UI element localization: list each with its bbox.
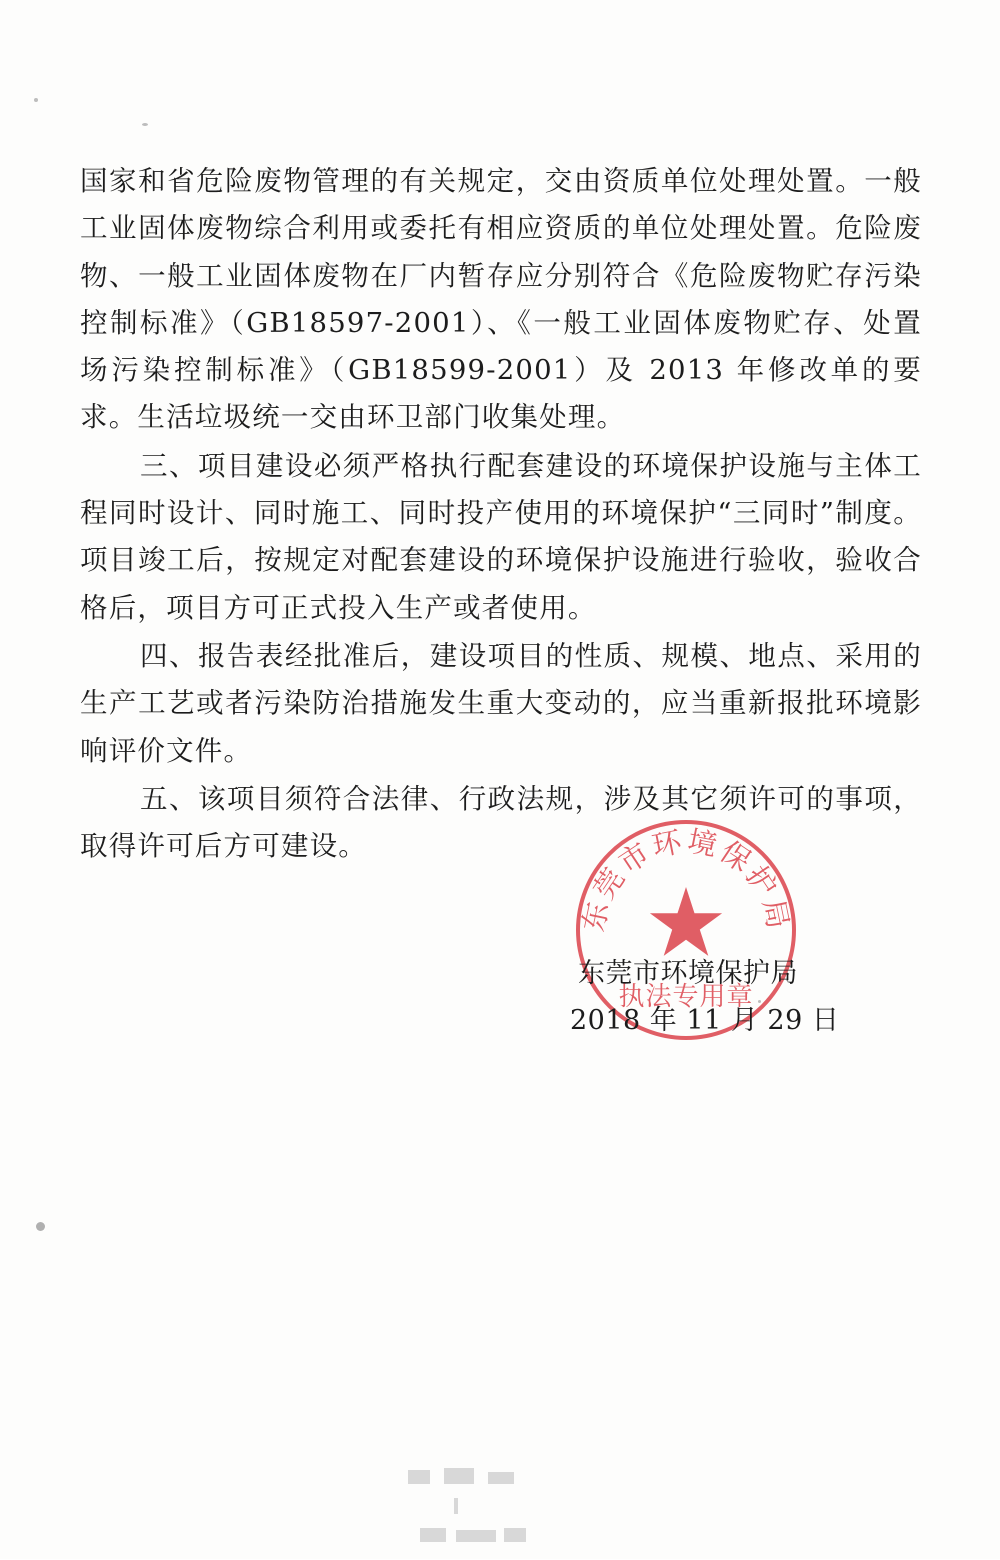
bleed-through-marks [400, 1450, 600, 1560]
scan-speck [34, 98, 38, 102]
seal-star-icon [650, 887, 722, 956]
paragraph-report-approval: 四、报告表经批准后，建设项目的性质、规模、地点、采用的生产工艺或者污染防治措施发生重大变动的，应当重新报批环境影响评价文件。 [80, 639, 922, 767]
paragraph-three-simultaneous: 三、项目建设必须严格执行配套建设的环境保护设施与主体工程同时设计、同时施工、同时投产使用的环境保护“三同时”制度。项目竣工后，按规定对配套建设的环境保护设施进行验收，验收合格后，项目方可正式投入生产或者使用。 [80, 449, 922, 624]
seal-inner-text: 执法专用章 [618, 982, 754, 1012]
paragraph-legal-compliance: 五、该项目须符合法律、行政法规，涉及其它须许可的事项，取得许可后方可建设。 [80, 782, 922, 863]
scan-speck [142, 123, 148, 126]
signature-block [570, 950, 840, 1044]
issuing-organization: 东莞市环境保护局 [578, 958, 798, 989]
scan-speck [36, 1222, 45, 1231]
document-body [80, 158, 922, 871]
paragraph-waste-disposal: 国家和省危险废物管理的有关规定，交由资质单位处理处置。一般工业固体废物综合利用或委托有相应资质的单位处理处置。危险废物、一般工业固体废物在厂内暂存应分别符合《危险废物贮存污染控制标准》（GB18597-2001）、《一般工业固体废物贮存、处置场污染控制标准》（GB18599-2001）及 2013 年修改单的要求。生活垃圾统一交由环卫部门收集处理。 [80, 165, 922, 434]
seal-outer-text: 东莞市环境保护局 [576, 823, 796, 935]
issue-date: 2018 年 11 月 29 日 [570, 1005, 840, 1036]
